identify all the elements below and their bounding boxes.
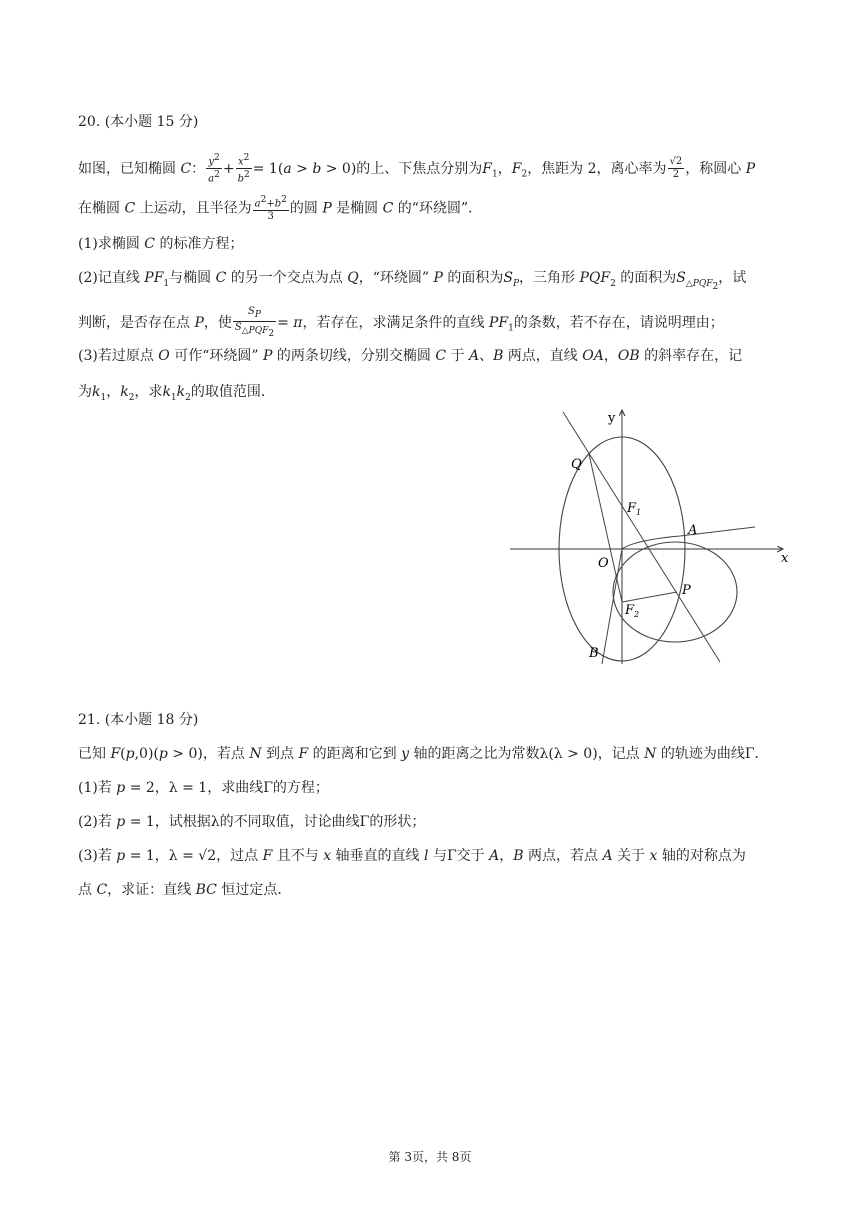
label-q: Q [571,457,582,472]
segment-f2p [622,592,677,602]
label-p: P [682,583,691,598]
problem-21-question-1: (1)若 p = 2，λ = 1，求曲线Γ的方程； [78,780,329,796]
label-f1: $F_1$ [627,501,642,517]
ellipse-diagram [505,402,795,677]
label-o: O [598,556,609,571]
problem-20-question-1: (1)求椭圆 C 的标准方程； [78,236,244,252]
ellipse-figure [505,402,795,677]
problem-20-question-2: (2)记直线 $PF_1$与椭圆 C 的另一个交点为点 Q，“环绕圆” P 的面积为$S_P$，三角形 $PQF_2$ 的面积为$S_{\triangle PQF_2}$，试 [78,270,747,292]
problem-20-line-2: 在椭圆 C 上运动，且半径为 $\frac{a^2+b^2}{3}$ 的圆 P 是椭圆 C 的“环绕圆”． [78,195,483,223]
problem-20-question-3: (3)若过原点 O 可作“环绕圆” P 的两条切线，分别交椭圆 C 于 A、B 两点，直线 OA，OB 的斜率存在，记 [78,348,743,364]
problem-20-header: 20. (本小题 15 分) [78,114,199,130]
problem-20-line-1: 如图，已知椭圆 C： $\frac{y^2}{a^2}$ + $\frac{x^2}{b^2}$ = 1(a > b > 0)的上、下焦点分别为$F_1$，$F_2$，焦距为 2，离心率为 $\frac{√2}{2}$ ，称圆心 P [78,153,756,185]
label-b: B [589,646,599,661]
problem-20-question-2-line-2: 判断，是否存在点 P，使 $\frac{S_P}{S_{\triangle PQF_2}}$ = π，若存在，求满足条件的直线 $PF_1$的条数，若不存在，请说明理由； [78,306,724,339]
label-x: x [781,551,789,566]
label-f2: $F_2$ [625,603,640,619]
problem-20-question-3-line-2: 为$k_1$，$k_2$，求$k_1k_2$的取值范围． [78,384,275,403]
page-footer: 第 3页，共 8页 [388,1150,472,1164]
problem-21-question-3: (3)若 p = 1，λ = √2，过点 F 且不与 x 轴垂直的直线 l 与Γ交于 A，B 两点，若点 A 关于 x 轴的对称点为 [78,848,746,864]
problem-21-question-3-line-2: 点 C，求证：直线 BC 恒过定点． [78,882,292,898]
label-y: y [608,411,616,426]
problem-21-question-2: (2)若 p = 1，试根据λ的不同取值，讨论曲线Γ的形状； [78,814,426,830]
problem-21-header: 21. (本小题 18 分) [78,712,199,728]
label-a: A [688,523,698,538]
problem-21-line-1: 已知 F(p,0)(p > 0)，若点 N 到点 F 的距离和它到 y 轴的距离之比为常数λ(λ > 0)，记点 N 的轨迹为曲线Γ． [78,746,769,762]
